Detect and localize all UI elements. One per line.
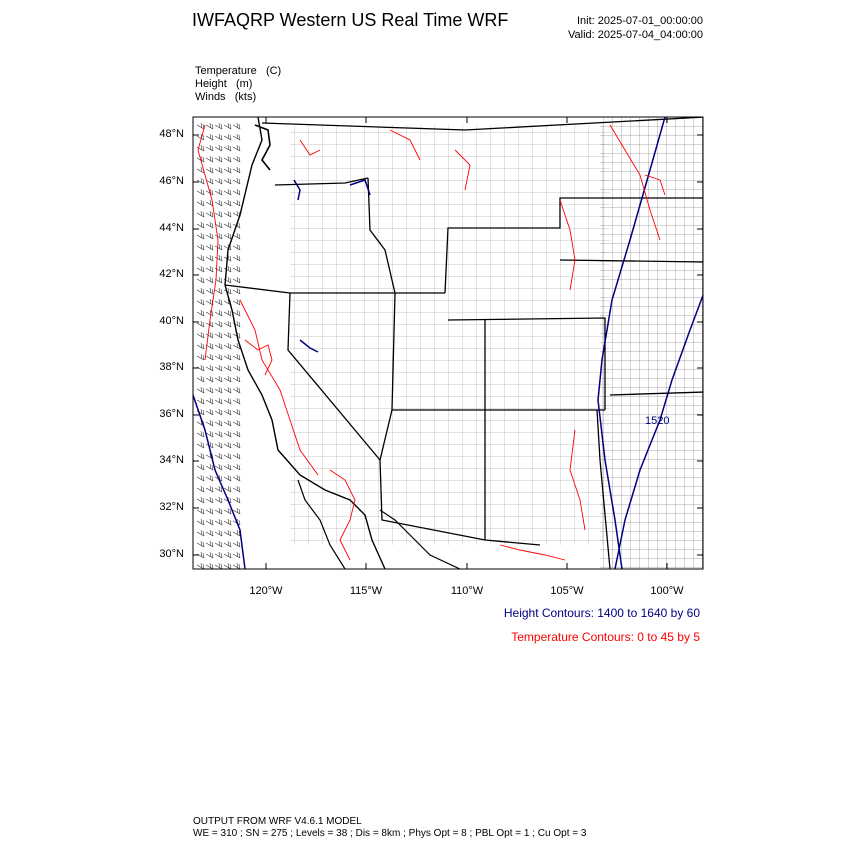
lat-label: 34°N — [159, 454, 184, 466]
lat-label: 48°N — [159, 128, 184, 140]
lon-label: 100°W — [650, 585, 684, 597]
lat-label: 44°N — [159, 222, 184, 234]
model-version: OUTPUT FROM WRF V4.6.1 MODEL — [193, 816, 362, 827]
lat-label: 40°N — [159, 315, 184, 327]
lon-label: 115°W — [349, 585, 383, 597]
legend-unit: (kts) — [234, 91, 257, 103]
lon-label: 105°W — [550, 585, 584, 597]
height-contour-label: 1520 — [645, 415, 670, 427]
county-lines — [290, 125, 610, 545]
lat-label: 46°N — [159, 175, 184, 187]
county-lines-plains — [600, 117, 703, 569]
temperature-contours-note: Temperature Contours: 0 to 45 by 5 — [511, 630, 700, 644]
lat-label: 42°N — [159, 268, 184, 280]
lat-label: 30°N — [159, 548, 184, 560]
legend-name: Height — [195, 78, 227, 90]
legend-name: Temperature — [195, 65, 257, 77]
model-config: WE = 310 ; SN = 275 ; Levels = 38 ; Dis = 8km ; Phys Opt = 8 ; PBL Opt = 1 ; Cu Opt = 3 — [193, 828, 587, 839]
map-title: IWFAQRP Western US Real Time WRF — [192, 10, 509, 30]
legend-unit: (C) — [265, 65, 282, 77]
lat-label: 32°N — [159, 501, 184, 513]
height-contours-note: Height Contours: 1400 to 1640 by 60 — [503, 606, 700, 620]
lon-label: 110°W — [450, 585, 484, 597]
valid-time: Valid: 2025-07-04_04:00:00 — [568, 29, 703, 41]
lon-label: 120°W — [249, 585, 283, 597]
legend-unit: (m) — [235, 78, 253, 90]
model-info-footer — [193, 816, 586, 840]
init-time: Init: 2025-07-01_00:00:00 — [577, 15, 703, 27]
lat-label: 36°N — [159, 408, 184, 420]
legend-name: Winds — [195, 91, 226, 103]
lat-label: 38°N — [159, 361, 184, 373]
